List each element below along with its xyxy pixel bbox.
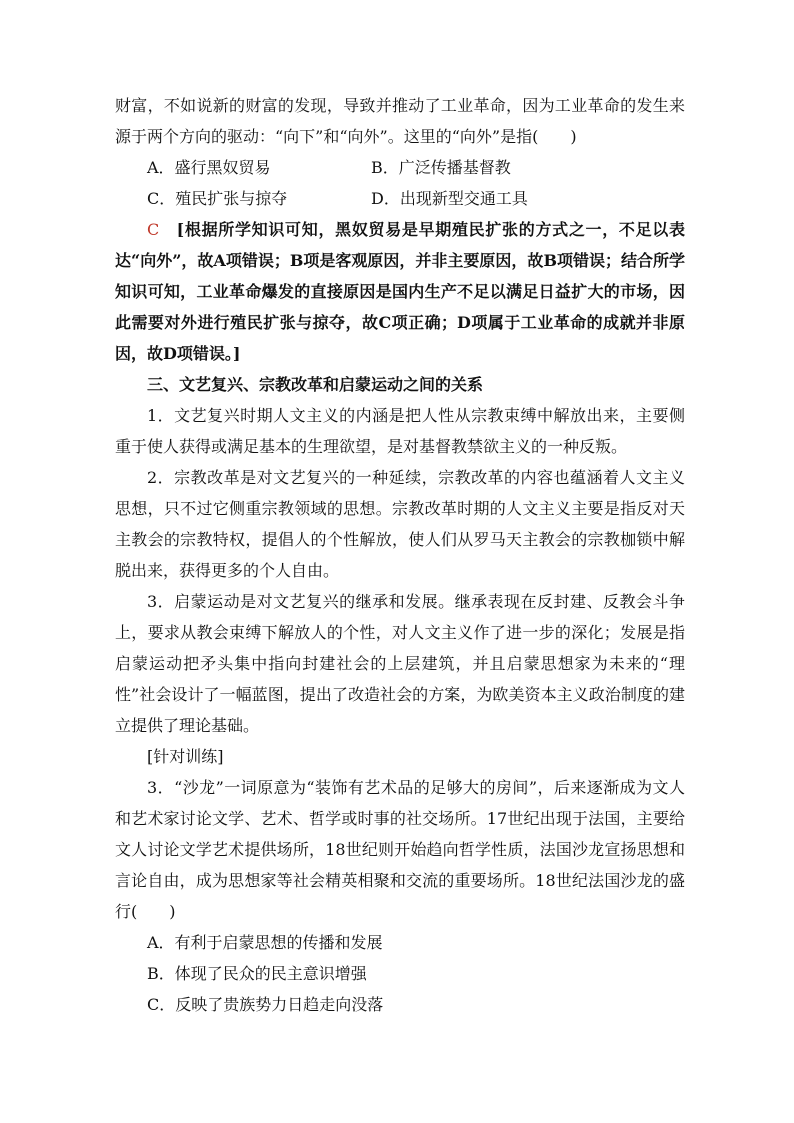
q3-option-b: B．体现了民众的民主意识增强 <box>147 964 367 983</box>
section-point-2: 2．宗教改革是对文艺复兴的一种延续，宗教改革的内容也蕴涵着人文主义思想，只不过它侧重宗教领域的思想。宗教改革时期的人文主义主要是指反对天主教会的宗教特权，提倡人的个性解放，使人们从罗马天主教会的宗教枷锁中解脱出来，获得更多的个人自由。 <box>115 468 685 580</box>
q3-option-a: A．有利于启蒙思想的传播和发展 <box>147 933 383 952</box>
option-a: A．盛行黑奴贸易 <box>147 158 271 177</box>
training-tag: [针对训练] <box>147 747 224 766</box>
section-title: 三、文艺复兴、宗教改革和启蒙运动之间的关系 <box>147 375 484 394</box>
question-3-stem: 3．“沙龙”一词原意为“装饰有艺术品的足够大的房间”，后来逐渐成为文人和艺术家讨论文学、艺术、哲学或时事的社交场所。17世纪出现于法国，主要给文人讨论文学艺术提供场所，18世纪则开始趋向哲学性质，法国沙龙宣扬思想和言论自由，成为思想家等社会精英相聚和交流的重要场所。18世纪法国沙龙的盛行( ) <box>115 778 685 921</box>
option-b: B．广泛传播基督教 <box>371 158 511 177</box>
option-d: D．出现新型交通工具 <box>371 189 528 208</box>
document-page <box>115 90 685 1020</box>
answer-letter: C <box>147 220 160 239</box>
question-2-stem: 财富，不如说新的财富的发现，导致并推动了工业革命，因为工业革命的发生来源于两个方向的驱动：“向下”和“向外”。这里的“向外”是指( ) <box>115 96 685 146</box>
question-2-answer <box>115 214 685 369</box>
question-2-options-row-2 <box>115 183 685 214</box>
question-2-options-row-1 <box>115 152 685 183</box>
q3-option-c: C．反映了贵族势力日趋走向没落 <box>147 995 384 1014</box>
section-point-3: 3．启蒙运动是对文艺复兴的继承和发展。继承表现在反封建、反教会斗争上，要求从教会束缚下解放人的个性，对人文主义作了进一步的深化；发展是指启蒙运动把矛头集中指向封建社会的上层建筑，并且启蒙思想家为未来的“理性”社会设计了一幅蓝图，提出了改造社会的方案，为欧美资本主义政治制度的建立提供了理论基础。 <box>115 592 685 735</box>
answer-analysis: [根据所学知识可知，黑奴贸易是早期殖民扩张的方式之一，不足以表达“向外”，故A项错误；B项是客观原因，并非主要原因，故B项错误；结合所学知识可知，工业革命爆发的直接原因是国内生产不足以满足日益扩大的市场，因此需要对外进行殖民扩张与掠夺，故C项正确；D项属于工业革命的成就并非原因，故D项错误。] <box>115 220 685 363</box>
section-point-1: 1．文艺复兴时期人文主义的内涵是把人性从宗教束缚中解放出来，主要侧重于使人获得或满足基本的生理欲望，是对基督教禁欲主义的一种反叛。 <box>115 406 685 456</box>
option-c: C．殖民扩张与掠夺 <box>147 189 288 208</box>
